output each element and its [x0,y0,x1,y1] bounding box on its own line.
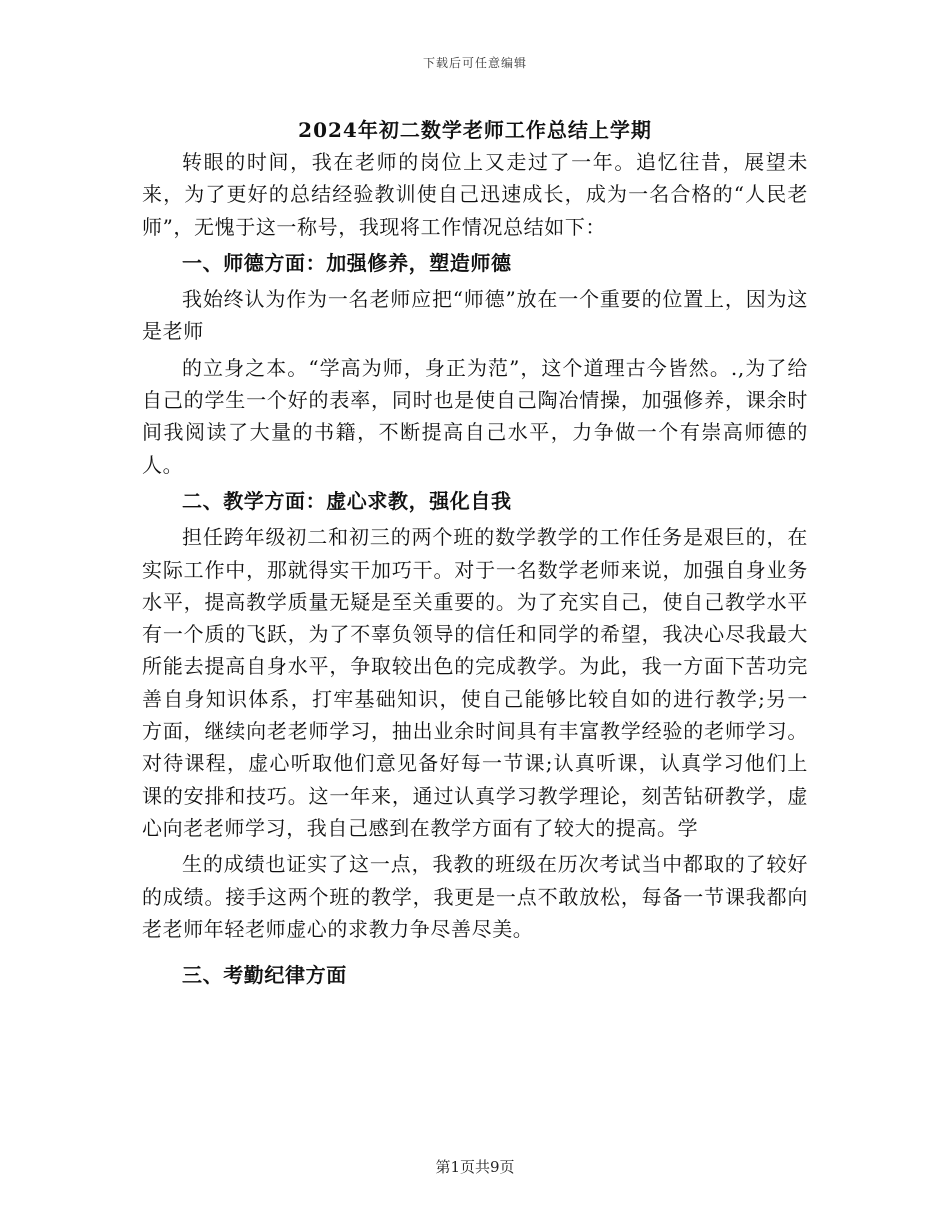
section-heading-ethics: 一、师德方面：加强修养，塑造师德 [182,250,512,275]
intro-paragraph: 转眼的时间，我在老师的岗位上又走过了一年。追忆往昔，展望未来，为了更好的总结经验教训使自己迅速成长，成为一名合格的“人民老师”，无愧于这一称号，我现将工作情况总结如下： [142,150,808,239]
page-number: 第1页共9页 [435,1158,515,1176]
document-body [142,146,808,991]
section-heading-attendance: 三、考勤纪律方面 [182,963,347,988]
section-heading-teaching: 二、教学方面：虚心求教，强化自我 [182,488,512,513]
teaching-paragraph-part1: 担任跨年级初二和初三的两个班的数学教学的工作任务是艰巨的，在实际工作中，那就得实干加巧干。对于一名数学老师来说，加强自身业务水平，提高教学质量无疑是至关重要的。为了充实自己，使自己教学水平有一个质的飞跃，为了不辜负领导的信任和同学的希望，我决心尽我最大所能去提高自身水平，争取较出色的完成教学。为此，我一方面下苦功完善自身知识体系，打牢基础知识，使自己能够比较自如的进行教学;另一方面，继续向老老师学习，抽出业余时间具有丰富教学经验的老师学习。对待课程，虚心听取他们意见备好每一节课;认真听课，认真学习他们上课的安排和技巧。这一年来，通过认真学习教学理论，刻苦钻研教学，虚心向老老师学习，我自己感到在教学方面有了较大的提高。学 [142,525,808,840]
header-note: 下载后可任意编辑 [422,56,527,70]
ethics-paragraph-part2: 的立身之本。“学高为师，身正为范”，这个道理古今皆然。.,为了给自己的学生一个好的表率，同时也是使自己陶冶情操，加强修养，课余时间我阅读了大量的书籍，不断提高自己水平，力争做一个有崇高师德的人。 [142,355,808,477]
teaching-paragraph-part2: 生的成绩也证实了这一点，我教的班级在历次考试当中都取的了较好的成绩。接手这两个班的教学，我更是一点不敢放松，每备一节课我都向老老师年轻老师虚心的求教力争尽善尽美。 [142,852,808,941]
ethics-paragraph-part1: 我始终认为作为一名老师应把“师德”放在一个重要的位置上，因为这是老师 [142,287,808,344]
document-title: 2024年初二数学老师工作总结上学期 [298,118,652,142]
